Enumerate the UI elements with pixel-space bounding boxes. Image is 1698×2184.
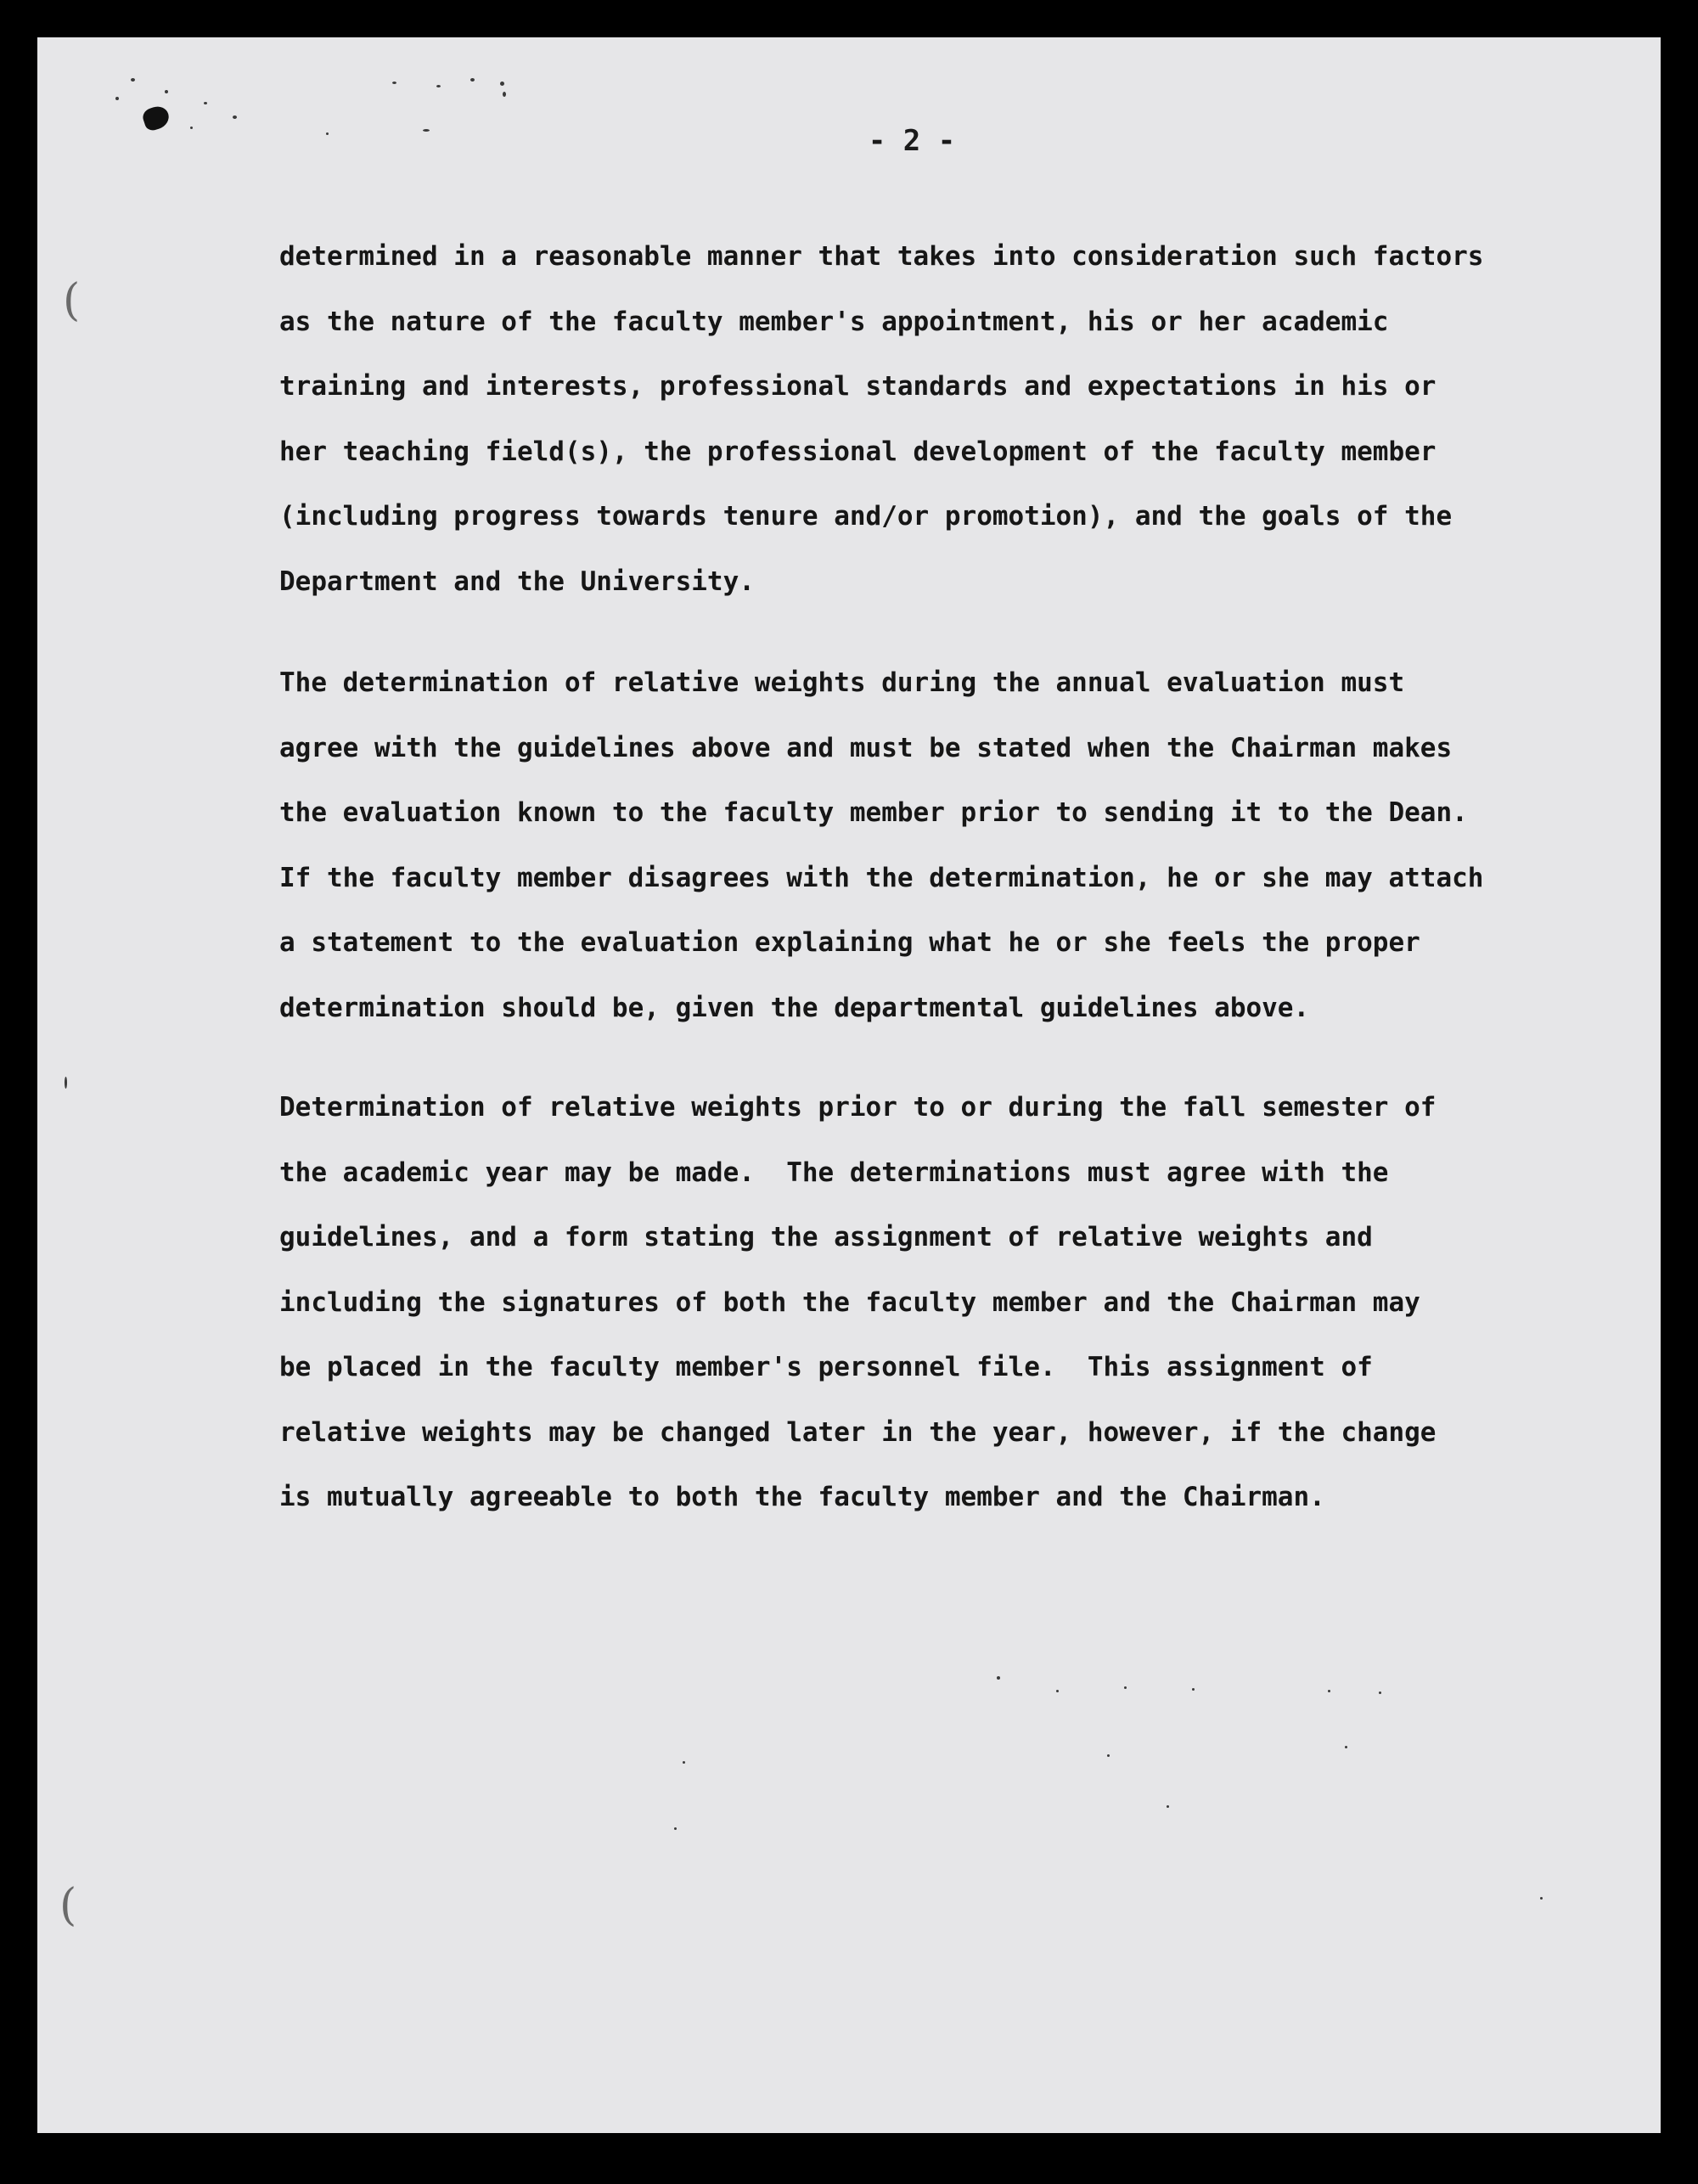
text-line: is mutually agreeable to both the faculty member and the Chairman. — [279, 1482, 1325, 1512]
text-line: as the nature of the faculty member's appointment, his or her academic — [279, 306, 1389, 337]
scan-speck — [204, 102, 207, 104]
paragraph-2 — [279, 650, 1570, 1040]
scan-speck — [233, 115, 237, 119]
scan-speck — [65, 1077, 67, 1089]
margin-mark-top: ( — [63, 275, 81, 326]
scan-speck — [1540, 1897, 1543, 1900]
scan-speck — [683, 1761, 685, 1764]
scan-speck — [470, 78, 475, 82]
scan-speck — [1056, 1690, 1059, 1692]
text-line: including the signatures of both the faculty member and the Chairman may — [279, 1286, 1420, 1318]
scan-speck — [190, 127, 193, 129]
scan-speck — [1345, 1746, 1347, 1748]
scan-speck — [1167, 1805, 1169, 1808]
scan-speck — [115, 97, 119, 100]
text-line: a statement to the evaluation explaining what he or she feels the proper — [279, 927, 1420, 958]
text-line: the evaluation known to the faculty member prior to sending it to the Dean. — [279, 797, 1468, 828]
scan-speck — [1192, 1688, 1195, 1691]
text-line: determination should be, given the departmental guidelines above. — [279, 992, 1310, 1023]
scan-speck — [1107, 1754, 1110, 1757]
scan-speck — [165, 90, 168, 93]
scan-speck — [997, 1676, 1000, 1680]
scan-speck — [326, 132, 329, 135]
scan-speck — [674, 1827, 677, 1830]
text-line: the academic year may be made. The determinations must agree with the — [279, 1157, 1389, 1188]
paragraph-3 — [279, 1075, 1570, 1530]
text-line: Determination of relative weights prior to or during the fall semester of — [279, 1092, 1437, 1123]
ink-blot — [141, 104, 172, 132]
text-line: The determination of relative weights during the annual evaluation must — [279, 667, 1405, 698]
scan-speck — [1379, 1691, 1381, 1694]
scan-speck — [1328, 1690, 1330, 1692]
text-line: training and interests, professional standards and expectations in his or — [279, 371, 1437, 402]
scan-speck — [392, 82, 396, 84]
margin-mark-bottom: ( — [59, 1880, 77, 1931]
text-line: guidelines, and a form stating the assignment of relative weights and — [279, 1222, 1373, 1252]
scan-speck — [1124, 1686, 1127, 1689]
paragraph-1 — [279, 224, 1570, 614]
scan-speck — [500, 82, 504, 86]
text-line: relative weights may be changed later in the year, however, if the change — [279, 1416, 1437, 1448]
scan-speck — [423, 129, 430, 132]
scan-speck — [436, 85, 441, 87]
page-number: - 2 - — [868, 124, 956, 158]
text-line: determined in a reasonable manner that takes into consideration such factors — [279, 241, 1484, 272]
text-line: If the faculty member disagrees with the determination, he or she may attach — [279, 862, 1484, 893]
text-line: agree with the guidelines above and must be stated when the Chairman makes — [279, 732, 1453, 763]
document-page — [37, 37, 1661, 2133]
scan-speck — [131, 78, 135, 82]
text-line: be placed in the faculty member's personnel file. This assignment of — [279, 1352, 1373, 1382]
scan-speck — [503, 92, 506, 97]
text-line: Department and the University. — [279, 566, 755, 597]
text-line: (including progress towards tenure and/or promotion), and the goals of the — [279, 501, 1453, 532]
text-line: her teaching field(s), the professional development of the faculty member — [279, 436, 1437, 467]
